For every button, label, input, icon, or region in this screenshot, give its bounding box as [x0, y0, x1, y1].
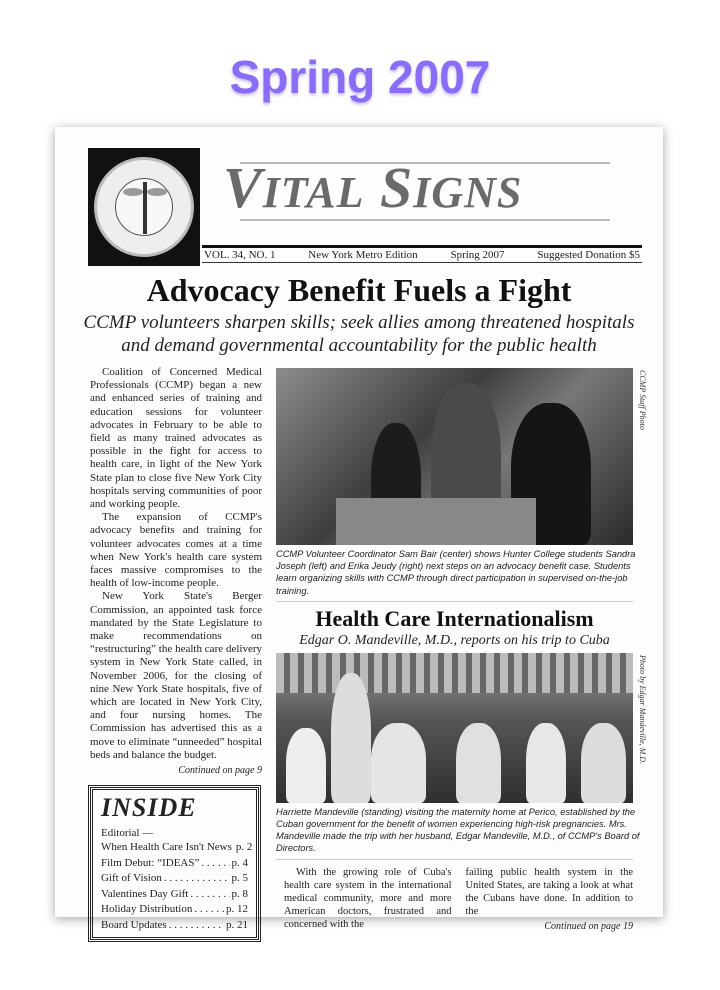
inside-box	[90, 787, 259, 940]
inside-item[interactable]: Gift of Vision . . . p. 5	[101, 871, 248, 887]
paragraph: New York State's Berger Commission, an appointed task force mandated by the State Legislature to make recommendations on “restructuring” the health care delivery system in New York State called, in November 2006, for the closing of nine New York State hospitals, five of which are located in New York City, and four nursing homes. The Commission has advertised this as a move to eliminate “unneeded” hospital beds and balance the budget.	[90, 590, 262, 761]
paragraph: The expansion of CCMP's advocacy benefits and training for volunteer advocates comes at a time when New York's health care system faces massive compromises to the health of low-income people.	[90, 511, 262, 590]
second-article-col1: With the growing role of Cuba's health care system in the international medical community, more and more American doctors, frustrated and concerned with the	[284, 866, 452, 930]
caduceus-seal-icon	[94, 157, 194, 257]
second-article	[276, 866, 633, 933]
second-article-col2: failing public health system in the United States, are taking a look at what the Cubans have done. In addition to the Continued on page 19	[465, 866, 633, 932]
inside-item[interactable]: Holiday Distribution . . . p. 12	[101, 902, 248, 918]
divider	[276, 601, 633, 602]
lead-headline: Advocacy Benefit Fuels a Fight	[146, 272, 572, 308]
right-column	[276, 368, 647, 933]
season: Spring 2007	[450, 249, 505, 261]
donation: Suggested Donation $5	[537, 249, 640, 261]
masthead-title: VITAL SIGNS	[223, 155, 523, 220]
inside-item[interactable]: Valentines Day Gift . . . p. 8	[101, 887, 248, 903]
photo-caption: CCMP Volunteer Coordinator Sam Bair (center) shows Hunter College students Sandra Joseph (left) and Erika Jeudy (right) next steps on an advocacy benefit case. Students learn organizing skills with CCMP through direct participation in supervised on-the-job training.	[276, 549, 636, 596]
divider	[276, 859, 633, 860]
left-column	[90, 366, 262, 940]
newsletter-page	[55, 127, 663, 932]
inside-item[interactable]: When Health Care Isn't News p. 2	[101, 841, 253, 854]
continued-link[interactable]: Continued on page 19	[544, 920, 633, 932]
inside-intro: Editorial —	[101, 827, 154, 840]
issue-info-bar	[202, 245, 642, 263]
second-subhead: Edgar O. Mandeville, M.D., reports on his trip to Cuba	[299, 632, 610, 648]
lead-article	[90, 366, 262, 777]
volume: VOL. 34, NO. 1	[204, 249, 276, 261]
continued-link[interactable]: Continued on page 9	[178, 765, 262, 777]
second-headline: Health Care Internationalism	[315, 605, 594, 631]
banner-title: Spring 2007	[229, 51, 491, 103]
photo-caption: Harriette Mandeville (standing) visiting the maternity home at Perico, established by the Cuban government for the benefit of women experiencing high-risk pregnancies. Mrs. Mandeville made the trip with her husband, Edgar Mandeville, M.D., of CCMP's Board of Directors.	[276, 806, 640, 854]
volunteer-photo	[276, 368, 633, 545]
edition: New York Metro Edition	[308, 249, 418, 261]
paragraph: Coalition of Concerned Medical Professionals (CCMP) began a new and enhanced series of training and education sessions for volunteer advocates in February to be able to field as many trained advocates as possible in the fight for access to health care, in light of the New York State plan to close five New York City hospitals serving communities of poor and working people.	[90, 366, 262, 511]
ccmp-logo	[88, 148, 200, 266]
inside-title: INSIDE	[101, 793, 197, 823]
inside-item[interactable]: Film Debut: “IDEAS” . . . p. 4	[101, 856, 248, 872]
photo-credit: CCMP Staff Photo	[638, 370, 647, 430]
inside-item[interactable]: Board Updates . . . p. 21	[101, 918, 248, 934]
photo-credit: Photo by Edgar Mandeville, M.D.	[638, 654, 647, 764]
lead-subhead: CCMP volunteers sharpen skills; seek allies among threatened hospitals and demand governmental accountability for the public health	[83, 312, 635, 356]
maternity-home-photo	[276, 653, 633, 803]
